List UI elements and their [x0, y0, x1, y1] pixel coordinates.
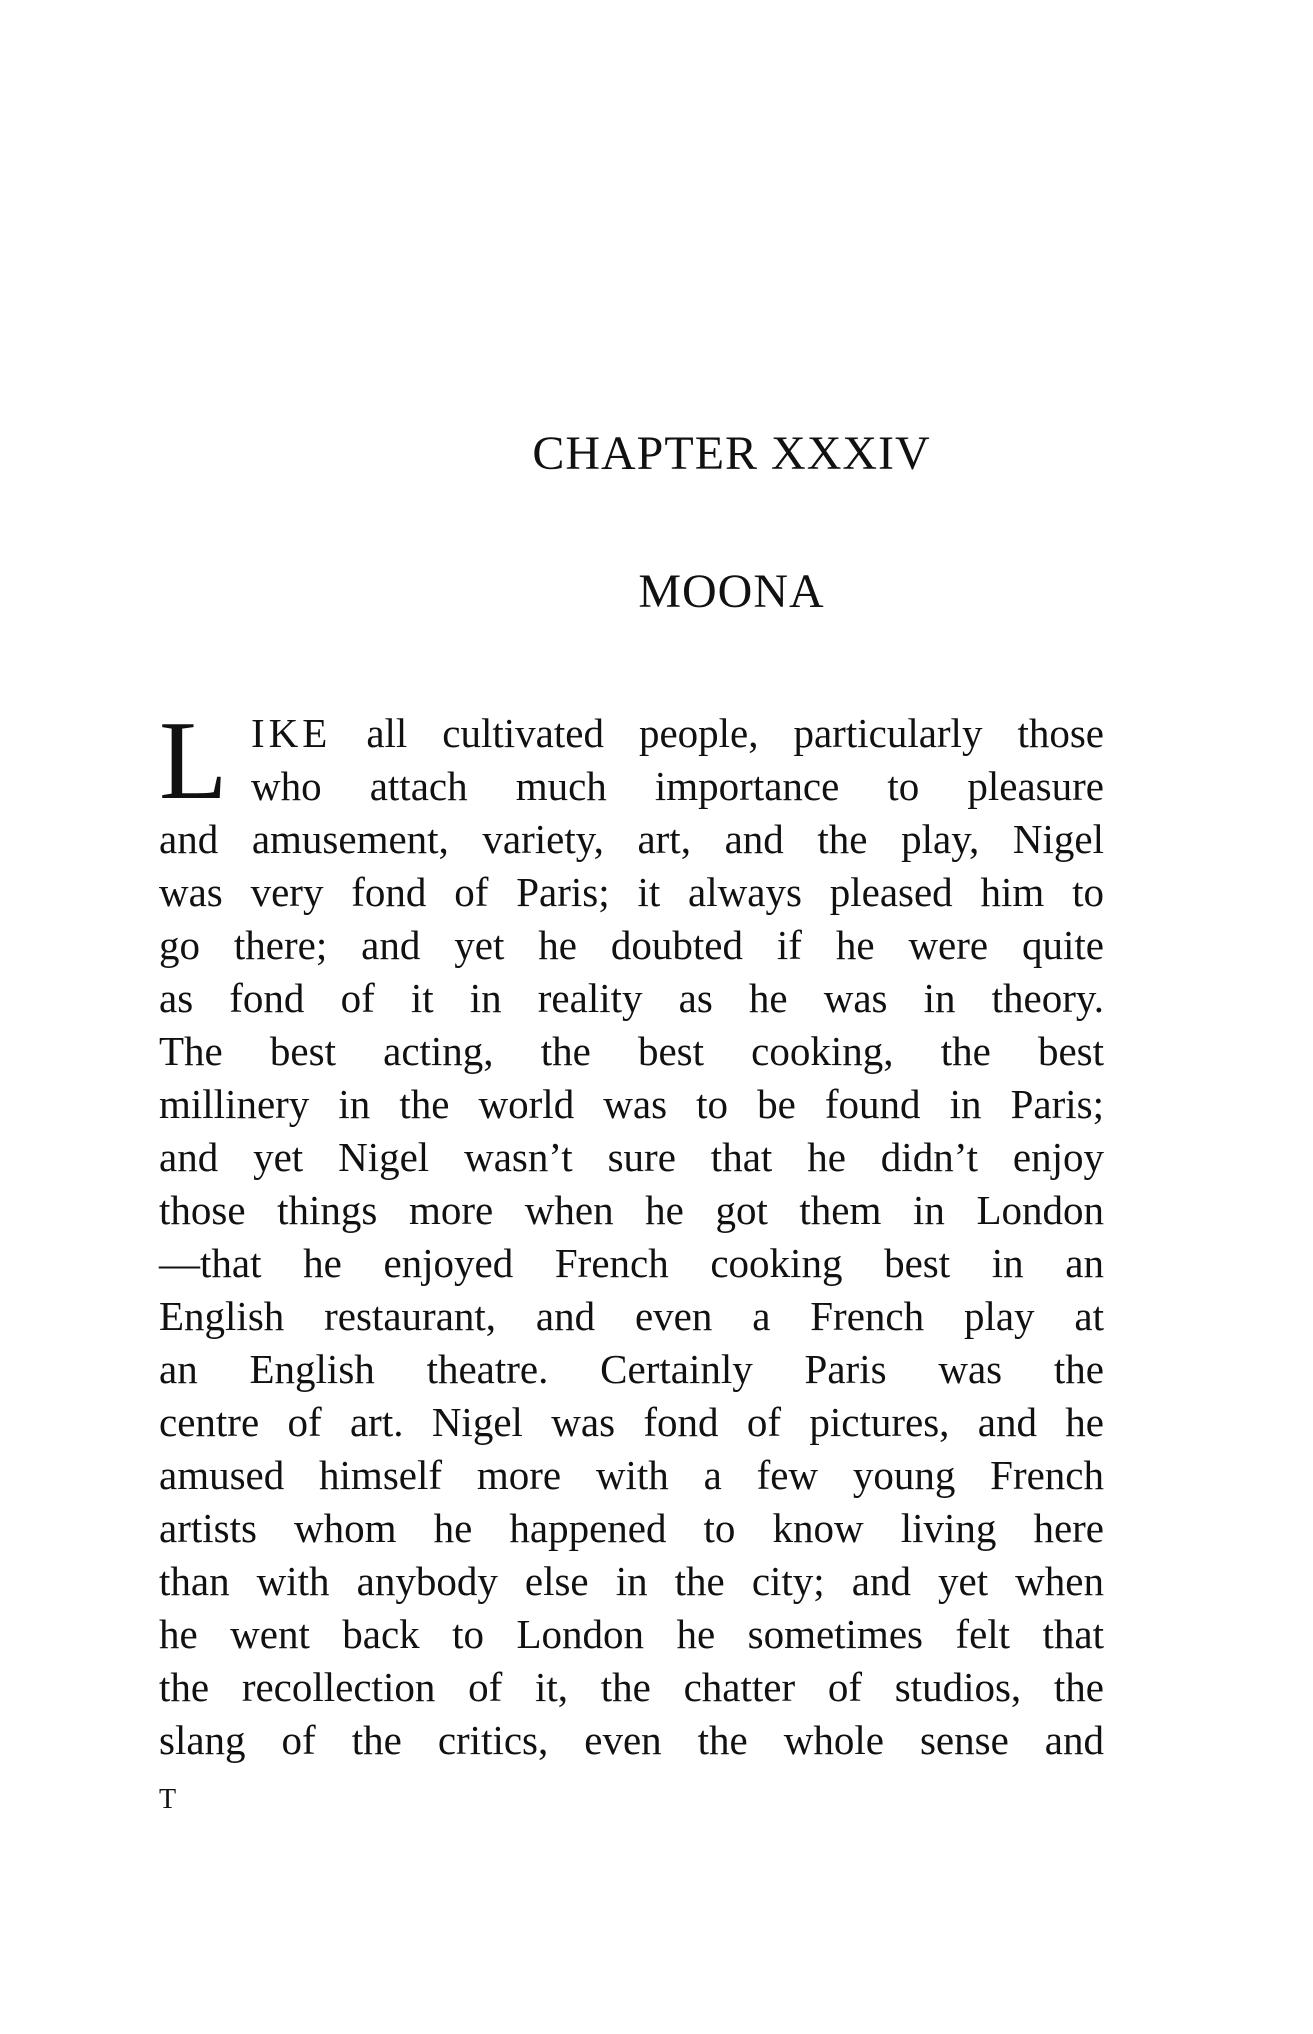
text-line-3: and amusement, variety, art, and the play, Nigel [159, 816, 1104, 862]
text-line-6: as fond of it in reality as he was in theory. [159, 975, 1104, 1021]
first-line-text [159, 707, 1104, 760]
text-line-15: amused himself more with a few young French [159, 1452, 1104, 1498]
text-line-5: go there; and yet he doubted if he were quite [159, 922, 1104, 968]
text-line-11: —that he enjoyed French cooking best in an [159, 1240, 1104, 1286]
text-line-13: an English theatre. Certainly Paris was the [159, 1346, 1104, 1392]
text-line-2: who attach much importance to pleasure [251, 763, 1104, 809]
text-line-17: than with anybody else in the city; and yet when [159, 1558, 1104, 1604]
text-line-7: The best acting, the best cooking, the best [159, 1028, 1104, 1074]
text-line-20: slang of the critics, even the whole sense and [159, 1717, 1104, 1763]
chapter-body-text [159, 699, 1104, 1767]
text-line-10: those things more when he got them in London [159, 1187, 1104, 1233]
text-line-9: and yet Nigel wasn’t sure that he didn’t enjoy [159, 1134, 1104, 1180]
text-line-19: the recollection of it, the chatter of studios, the [159, 1664, 1104, 1710]
text-line-12: English restaurant, and even a French play at [159, 1293, 1104, 1339]
drop-cap: L [159, 699, 228, 823]
text-line-16: artists whom he happened to know living here [159, 1505, 1104, 1551]
text-line-14: centre of art. Nigel was fond of pictures, and he [159, 1399, 1104, 1445]
text-line-8: millinery in the world was to be found in Paris; [159, 1081, 1104, 1127]
chapter-title: MOONA [638, 565, 825, 618]
signature-mark: T [159, 1784, 177, 1815]
text-line-18: he went back to London he sometimes felt that [159, 1611, 1104, 1657]
chapter-heading: CHAPTER XXXIV [532, 427, 931, 480]
first-line-remainder: all cultivated people, particularly those [331, 710, 1104, 756]
text-line-4: was very fond of Paris; it always pleased him to [159, 869, 1104, 915]
first-word-smallcaps: IKE [251, 710, 332, 756]
